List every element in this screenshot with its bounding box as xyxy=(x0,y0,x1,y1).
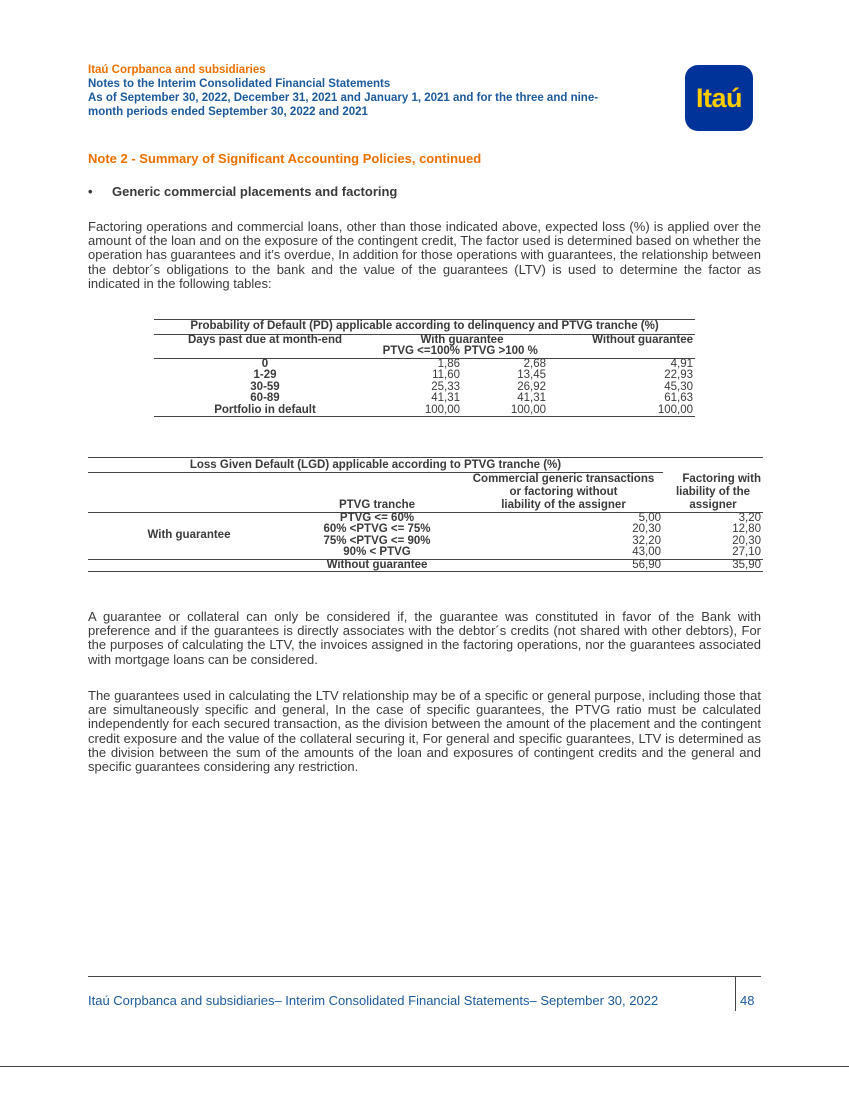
lgd-col-commercial-2: or factoring without xyxy=(509,485,618,498)
pd-sub-2: PTVG >100 % xyxy=(462,346,548,358)
section-bullet xyxy=(88,184,397,199)
pd-cell: 100,00 xyxy=(376,405,462,417)
pd-table xyxy=(154,319,695,417)
lgd-cell: 20,30 xyxy=(732,534,761,547)
footer-text: Itaú Corpbanca and subsidiaries– Interim Consolidated Financial Statements– September 30, 2022 xyxy=(88,993,659,1008)
pd-row-label: 1-29 xyxy=(253,369,277,381)
pd-cell: 41,31 xyxy=(431,392,460,404)
paragraph-2: A guarantee or collateral can only be considered if, the guarantee was constituted in favor of the Bank with preference and if the guarantees is directly associates with the debtor´s credits (not shared with other debtors), For the purposes of calculating the LTV, the invoices assigned in the factoring operations, nor the guarantees associated with mortgage loans can be considered. xyxy=(88,609,761,667)
pd-cell: 45,30 xyxy=(664,380,693,393)
table-row xyxy=(154,405,695,417)
lgd-cell: 35,90 xyxy=(663,559,763,572)
pd-cell: 11,60 xyxy=(432,369,460,381)
pd-cell: 100,00 xyxy=(548,405,695,417)
pd-sub-empty xyxy=(154,346,376,358)
lgd-title-row xyxy=(88,458,763,473)
pd-row-label: Portfolio in default xyxy=(154,405,376,417)
itau-logo xyxy=(685,65,753,131)
paragraph-3: The guarantees used in calculating the LTV relationship may be of a specific or general purpose, including those that are simultaneously specific and general, In the case of specific guarantees, the PTVG ratio must be calculated independently for each secured transaction, as the division between the amount of the placement and the contingent credit exposure and the value of the collateral securing it, For general and specific guarantees, LTV is determined as the division between the sum of the amounts of the loan and exposures of contingent credits and the general and specific guarantees considering any restriction. xyxy=(88,688,761,775)
lgd-table xyxy=(88,457,763,572)
table-row xyxy=(154,393,695,405)
lgd-cell: 20,30 xyxy=(632,523,661,535)
pd-cell: 100,00 xyxy=(462,405,548,417)
pd-cell: 2,68 xyxy=(523,357,546,370)
lgd-tranche: 90% < PTVG xyxy=(343,546,411,558)
lgd-cell: 3,20 xyxy=(738,511,761,524)
lgd-col-factoring-3: assigner xyxy=(689,498,737,511)
pd-col-with: With guarantee xyxy=(420,333,504,346)
pd-sub-empty-2 xyxy=(548,346,695,358)
lgd-without-empty xyxy=(88,559,290,572)
pd-col-days: Days past due at month-end xyxy=(188,333,342,346)
lgd-col-commercial xyxy=(464,472,663,512)
table-row xyxy=(154,382,695,394)
lgd-col-factoring xyxy=(663,472,763,512)
lgd-cell: 32,20 xyxy=(632,534,661,547)
header-line-3: As of September 30, 2022, December 31, 2021 and January 1, 2021 and for the three and nine- xyxy=(88,92,599,104)
pd-cell: 25,33 xyxy=(431,380,460,393)
bullet-text: Generic commercial placements and factoring xyxy=(112,184,398,199)
lgd-header-row xyxy=(88,472,763,512)
logo-text: Itaú xyxy=(695,82,742,113)
lgd-cell: 56,90 xyxy=(464,559,663,572)
pd-row-label: 0 xyxy=(261,357,269,370)
table-row xyxy=(154,358,695,370)
lgd-cell: 12,80 xyxy=(732,523,761,535)
table-row xyxy=(88,559,763,572)
pd-cell: 61,63 xyxy=(664,392,693,404)
pd-row-label: 30-59 xyxy=(250,380,280,393)
page-bottom-rule xyxy=(0,1066,849,1067)
lgd-table-title: Loss Given Default (LGD) applicable according to PTVG tranche (%) xyxy=(88,458,663,473)
header-line-2: Notes to the Interim Consolidated Financial Statements xyxy=(88,78,391,90)
lgd-cell: 43,00 xyxy=(632,546,661,558)
lgd-title-empty xyxy=(663,458,763,473)
pd-cell: 26,92 xyxy=(517,380,546,393)
table-row xyxy=(154,370,695,382)
header-line-4: month periods ended September 30, 2022 and 2021 xyxy=(88,106,368,118)
lgd-cell: 5,00 xyxy=(638,511,661,524)
document-header xyxy=(88,63,668,119)
lgd-cell: 27,10 xyxy=(732,546,761,558)
lgd-col-factoring-1: Factoring with xyxy=(682,472,761,485)
pd-cell: 22,93 xyxy=(664,369,693,381)
pd-table-title: Probability of Default (PD) applicable according to delinquency and PTVG tranche (%) xyxy=(154,320,695,335)
pd-title-row xyxy=(154,320,695,335)
note-title: Note 2 - Summary of Significant Accounting Policies, continued xyxy=(88,151,482,166)
footer-divider xyxy=(88,976,761,977)
footer-vertical-divider xyxy=(735,976,736,1011)
pd-cell: 1,86 xyxy=(437,357,460,370)
page-number: 48 xyxy=(740,993,755,1008)
pd-sub-1: PTVG <=100% xyxy=(376,346,462,358)
paragraph-1: Factoring operations and commercial loans, other than those indicated above, expected loss (%) is applied over the amount of the loan and on the exposure of the contingent credit, The factor used is determined based on whether the operation has guarantees and it’s overdue, In addition for those operations with guarantees, the relationship between the debtor´s obligations to the bank and the value of the guarantees (LTV) is used to determine the factor as indicated in the following tables: xyxy=(88,219,761,291)
pd-cell: 41,31 xyxy=(517,392,546,404)
lgd-col-tranche: PTVG tranche xyxy=(290,472,464,512)
pd-row-label: 60-89 xyxy=(250,392,280,404)
pd-cell: 4,91 xyxy=(670,357,693,370)
pd-subheader-row xyxy=(154,346,695,358)
bullet-icon: • xyxy=(88,184,93,199)
lgd-group-label: With guarantee xyxy=(147,528,231,541)
lgd-col-commercial-1: Commercial generic transactions xyxy=(472,472,655,485)
lgd-tranche: 60% <PTVG <= 75% xyxy=(323,523,431,535)
pd-col-without: Without guarantee xyxy=(592,333,693,346)
lgd-tranche: PTVG <= 60% xyxy=(339,511,415,524)
company-name: Itaú Corpbanca and subsidiaries xyxy=(88,64,266,76)
lgd-col-factoring-2: liability of the xyxy=(675,485,751,498)
lgd-tranche: 75% <PTVG <= 90% xyxy=(323,534,431,547)
lgd-without-label: Without guarantee xyxy=(290,559,464,572)
lgd-head-empty xyxy=(88,472,290,512)
lgd-col-commercial-3: liability of the assigner xyxy=(501,498,626,511)
pd-cell: 13,45 xyxy=(517,369,546,381)
